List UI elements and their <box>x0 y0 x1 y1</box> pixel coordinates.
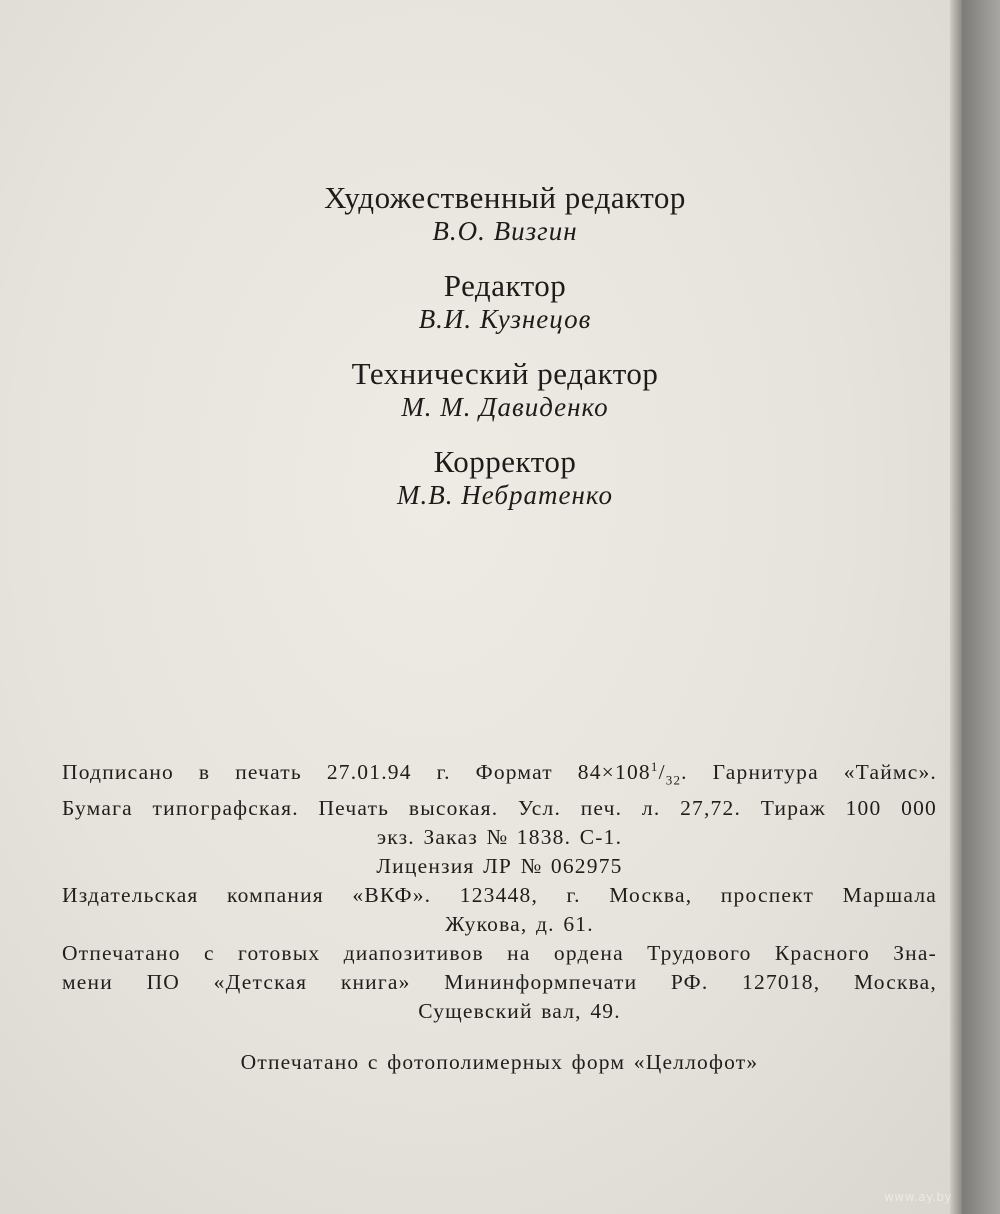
imprint-line-printer-address: Сущевский вал, 49. <box>418 999 621 1024</box>
credit-name-art-editor: В.О. Визгин <box>432 216 578 246</box>
credit-role-proofreader: Корректор <box>433 444 577 479</box>
credit-role-technical-editor: Технический редактор <box>351 356 659 391</box>
credit-role-art-editor: Художественный редактор <box>324 180 686 215</box>
imprint-line-publisher: Издательская компания «ВКФ». 123448, г. Москва, проспект Маршала <box>62 883 937 908</box>
credit-name-editor: В.И. Кузнецов <box>418 304 592 334</box>
imprint-line-printer: мени ПО «Детская книга» Мининформпечати РФ. 127018, Москва, <box>62 970 937 995</box>
format-fraction-numerator: 1 <box>650 759 659 774</box>
background-surface <box>962 0 1000 1214</box>
credits-block <box>200 180 810 532</box>
page-edge-shadow <box>950 0 962 1214</box>
imprint-line-address: Жукова, д. 61. <box>445 912 594 937</box>
imprint-line-paper: Бумага типографская. Печать высокая. Усл. печ. л. 27,72. Тираж 100 000 <box>62 796 937 821</box>
imprint-typeface-text: . Гарнитура «Таймс». <box>681 760 937 785</box>
imprint-line-order: экз. Заказ № 1838. С-1. <box>376 825 623 850</box>
imprint-line-printed: Отпечатано с готовых диапозитивов на ордена Трудового Красного Зна- <box>62 941 937 966</box>
imprint-line-signed <box>62 752 937 794</box>
credit-name-proofreader: М.В. Небратенко <box>397 480 613 510</box>
watermark-text: www.ay.by <box>884 1190 952 1204</box>
credit-name-technical-editor: М. М. Давиденко <box>401 392 609 422</box>
format-fraction-denominator: 32 <box>665 772 682 788</box>
imprint-signed-text: Подписано в печать 27.01.94 г. Формат 84×108 <box>62 760 651 785</box>
credit-role-editor: Редактор <box>443 268 567 303</box>
imprint-block <box>62 752 937 1077</box>
imprint-line-license: Лицензия ЛР № 062975 <box>376 854 623 879</box>
format-fraction-slash: / <box>658 760 666 785</box>
imprint-line-photopolymer: Отпечатано с фотополимерных форм «Целлофот» <box>240 1050 759 1075</box>
